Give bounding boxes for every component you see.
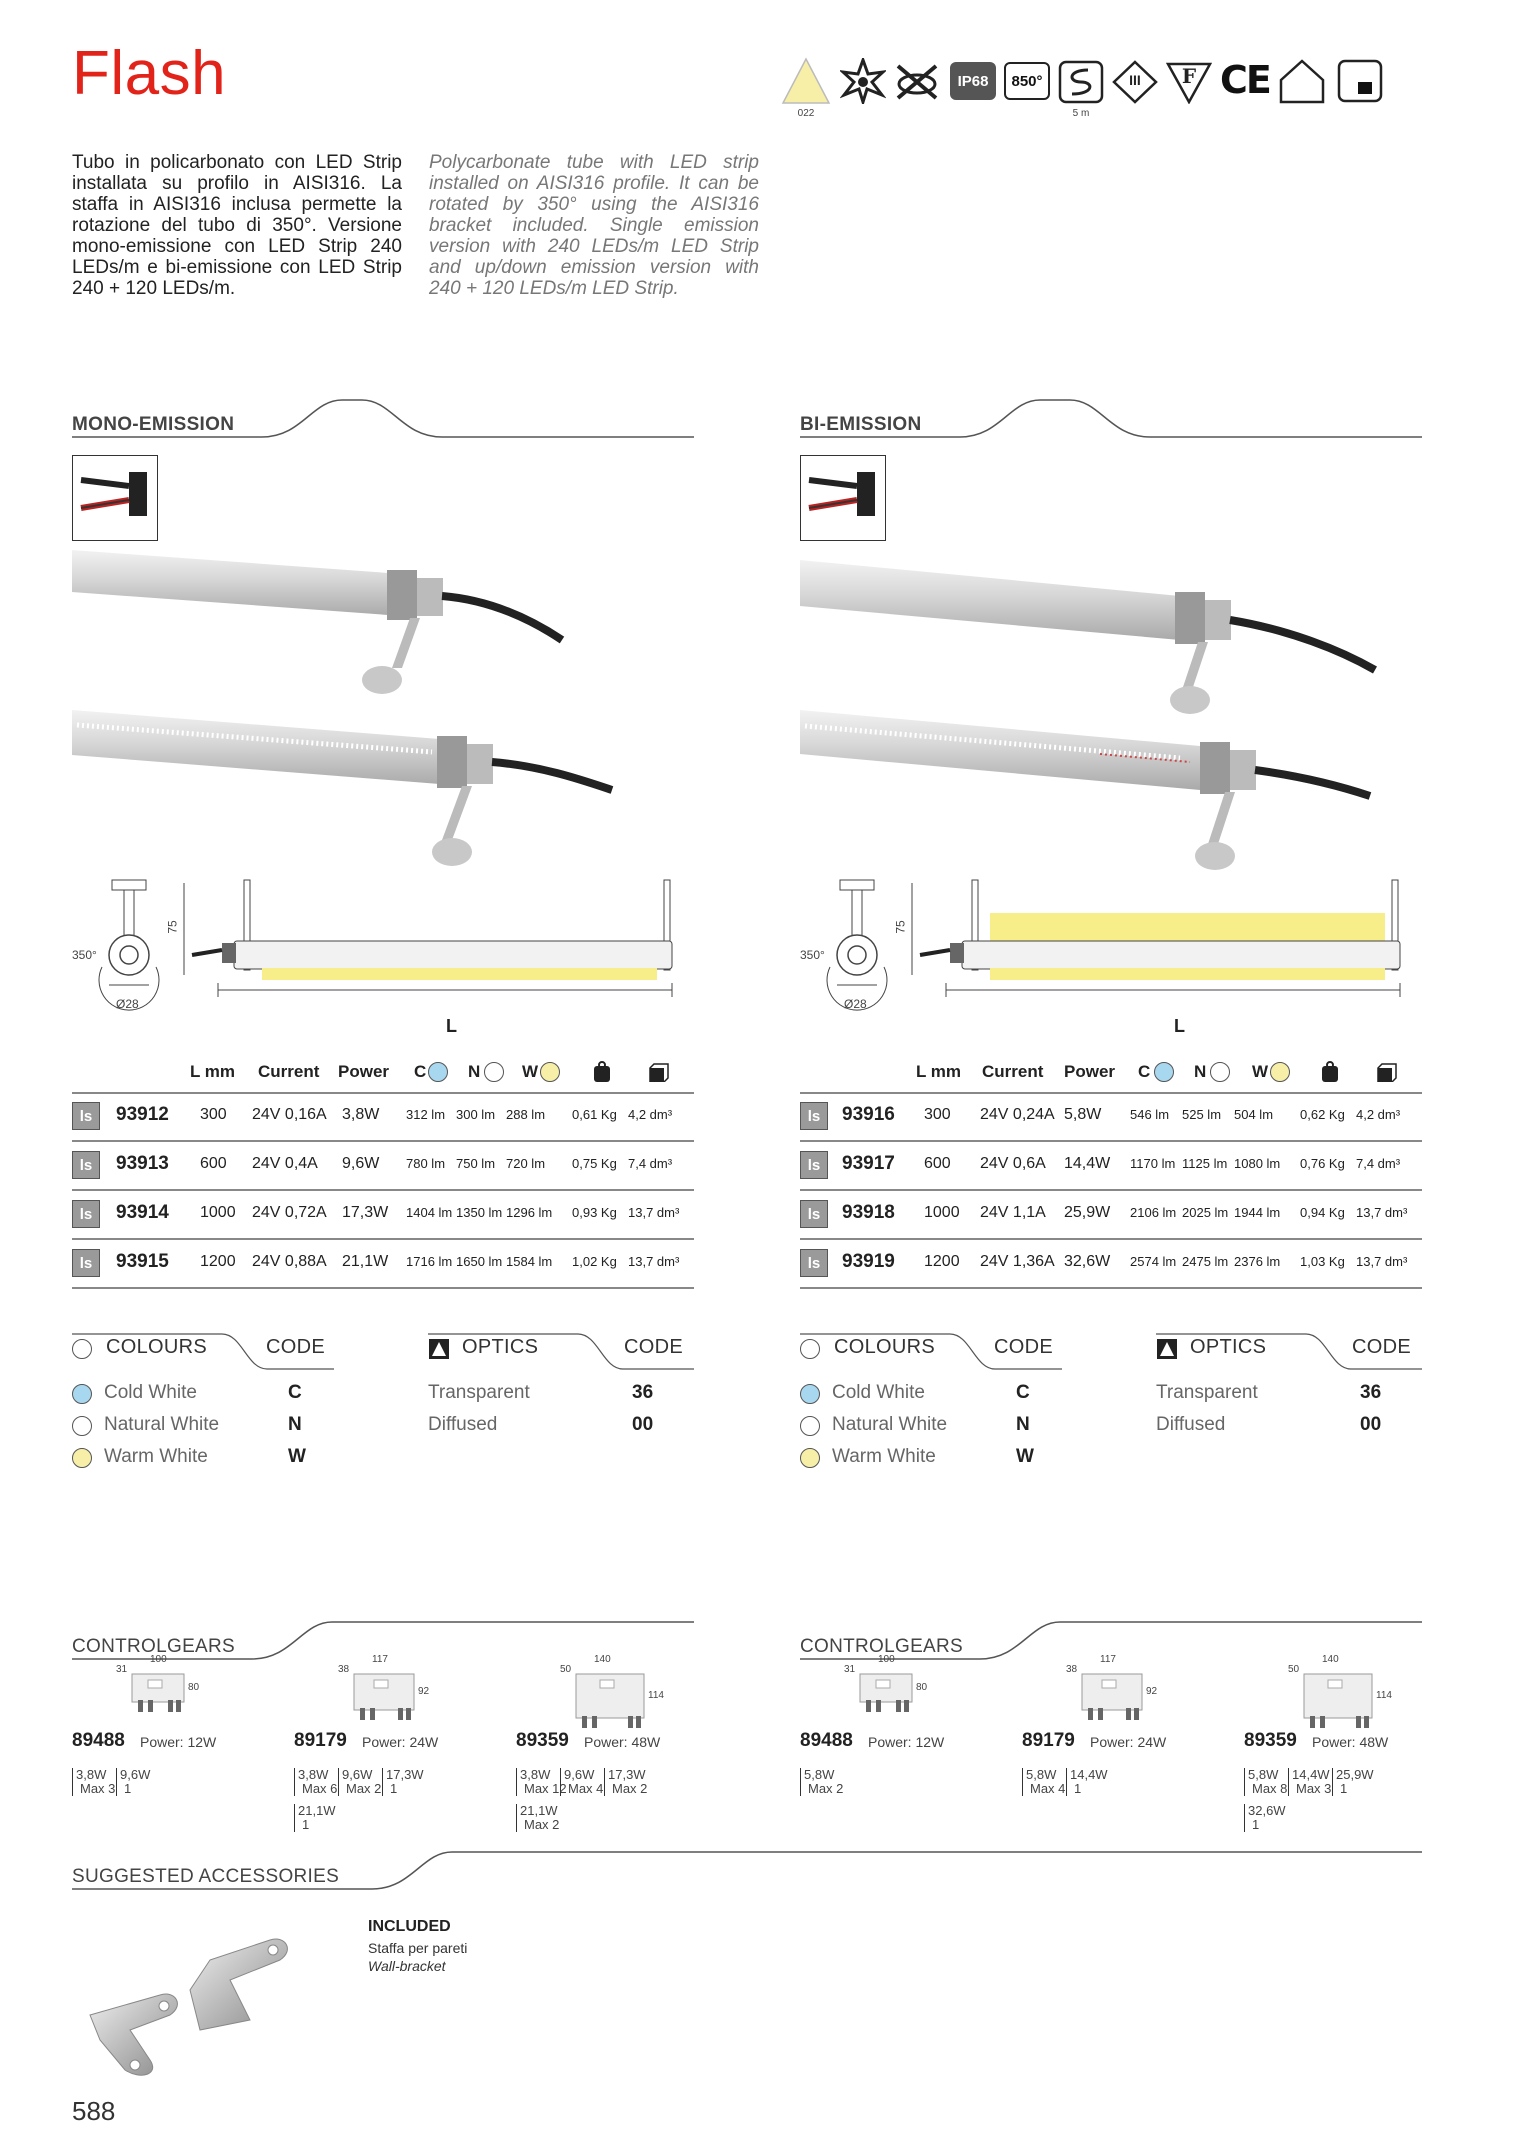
- volume-value: 13,7 dm³: [628, 1254, 680, 1269]
- controlgear-power: Power: 12W: [868, 1734, 945, 1750]
- optics-title: OPTICS: [462, 1336, 539, 1358]
- warm-white-dot: [540, 1062, 560, 1082]
- colours-header-line: [72, 1330, 334, 1370]
- controlgear-code: 89488: [800, 1730, 853, 1751]
- no-lamp-icon: [894, 60, 940, 102]
- accessories-title: SUGGESTED ACCESSORIES: [72, 1866, 340, 1887]
- compat-power: 9,6W: [120, 1767, 151, 1782]
- compat-cell: [294, 1804, 336, 1832]
- product-code: 93915: [116, 1251, 169, 1272]
- compat-cell: [1244, 1804, 1286, 1832]
- header-c: C: [1138, 1062, 1151, 1081]
- compat-qty: 1: [1340, 1781, 1348, 1796]
- bi-diameter-dim: Ø28: [844, 997, 867, 1011]
- colour-code: C: [288, 1382, 302, 1403]
- table-divider: [72, 1287, 694, 1289]
- compat-qty: Max 3: [1296, 1781, 1332, 1796]
- bi-height-dim: 75: [893, 920, 908, 934]
- colour-label: Natural White: [104, 1414, 220, 1435]
- ls-badge: ls: [800, 1151, 828, 1179]
- compat-power: 5,8W: [1248, 1767, 1279, 1782]
- mono-table: [72, 1092, 694, 1292]
- header-lmm: L mm: [916, 1062, 962, 1081]
- colour-label: Cold White: [832, 1382, 925, 1403]
- compat-power: 25,9W: [1336, 1767, 1374, 1782]
- table-row: [72, 1141, 694, 1190]
- compat-power: 21,1W: [520, 1803, 558, 1818]
- compat-cell: [604, 1768, 647, 1796]
- controlgear-height: 92: [418, 1686, 430, 1697]
- compat-cell: [800, 1768, 843, 1796]
- header-lmm: L mm: [190, 1062, 236, 1081]
- volume-value: 13,7 dm³: [1356, 1205, 1408, 1220]
- volume-value: 13,7 dm³: [628, 1205, 680, 1220]
- current-value: 24V 0,72A: [252, 1204, 327, 1221]
- lumen-cold: 780 lm: [406, 1156, 446, 1171]
- optics-code-title: CODE: [1352, 1336, 1411, 1358]
- volume-value: 13,7 dm³: [1356, 1254, 1408, 1269]
- current-value: 24V 0,24A: [980, 1106, 1055, 1123]
- compat-qty: Max 3: [80, 1781, 116, 1796]
- bi-cable-thumbnail: [800, 455, 886, 541]
- controlgear-height: 114: [1376, 1690, 1392, 1701]
- power-value: 5,8W: [1064, 1106, 1102, 1123]
- cold-white-dot: [1154, 1062, 1174, 1082]
- table-row: [72, 1239, 694, 1288]
- compat-power: 5,8W: [1026, 1767, 1057, 1782]
- colour-code: N: [288, 1414, 302, 1435]
- mono-diameter-dim: Ø28: [116, 997, 139, 1011]
- flexible-strip-icon: [1058, 60, 1104, 104]
- ls-badge: ls: [72, 1249, 100, 1277]
- optics-header-line: [1156, 1330, 1422, 1370]
- natural-white-dot: [484, 1062, 504, 1082]
- lumen-natural: 1350 lm: [456, 1205, 503, 1220]
- compat-qty: 1: [124, 1781, 132, 1796]
- colour-code: W: [1016, 1446, 1034, 1467]
- bi-controlgears-title: CONTROLGEARS: [800, 1636, 964, 1657]
- compat-power: 3,8W: [298, 1767, 329, 1782]
- ls-badge: ls: [72, 1200, 100, 1228]
- compat-qty: 1: [1252, 1817, 1260, 1832]
- power-value: 32,6W: [1064, 1253, 1111, 1270]
- compat-cell: [116, 1768, 150, 1796]
- controlgear-width: 117: [372, 1654, 388, 1665]
- header-n: N: [1194, 1062, 1207, 1081]
- header-current: Current: [258, 1062, 320, 1081]
- lumen-natural: 750 lm: [456, 1156, 496, 1171]
- colour-code: W: [288, 1446, 306, 1467]
- compat-qty: Max 2: [524, 1817, 560, 1832]
- controlgear-depth: 31: [844, 1664, 856, 1675]
- optic-label: Transparent: [1156, 1382, 1258, 1403]
- weight-value: 0,93 Kg: [572, 1205, 617, 1220]
- optic-code: 36: [632, 1382, 654, 1403]
- bi-section-title: BI-EMISSION: [800, 414, 922, 435]
- current-value: 24V 0,6A: [980, 1155, 1046, 1172]
- compat-cell: [382, 1768, 424, 1796]
- controlgear-depth: 50: [1288, 1664, 1300, 1675]
- compat-cell: [72, 1768, 115, 1796]
- colour-swatch: [72, 1416, 92, 1436]
- lumen-warm: 1944 lm: [1234, 1205, 1281, 1220]
- bi-section-line: [800, 398, 1422, 438]
- controlgear-box: [858, 1672, 916, 1716]
- controlgear-depth: 38: [338, 1664, 350, 1675]
- weight-value: 0,76 Kg: [1300, 1156, 1345, 1171]
- mono-controlgears: [72, 1654, 694, 1840]
- controlgear-depth: 31: [116, 1664, 128, 1675]
- length-mm: 300: [200, 1106, 227, 1123]
- angle-850-icon: 850°: [1004, 62, 1050, 100]
- length-label: 5 m: [1072, 108, 1090, 119]
- weight-value: 0,61 Kg: [572, 1107, 617, 1122]
- colour-code: C: [1016, 1382, 1030, 1403]
- length-mm: 600: [200, 1155, 227, 1172]
- optics-header-line: [428, 1330, 694, 1370]
- compat-cell: [560, 1768, 603, 1796]
- optic-code: 00: [632, 1414, 654, 1435]
- ls-badge: ls: [72, 1102, 100, 1130]
- controlgear-width: 117: [1100, 1654, 1116, 1665]
- controlgear-power: Power: 48W: [1312, 1734, 1389, 1750]
- lumen-cold: 2574 lm: [1130, 1254, 1177, 1269]
- compat-qty: Max 4: [568, 1781, 604, 1796]
- compat-power: 32,6W: [1248, 1803, 1286, 1818]
- mono-legend: [72, 1330, 694, 1480]
- lumen-cold: 1170 lm: [1130, 1156, 1176, 1171]
- optic-label: Transparent: [428, 1382, 530, 1403]
- compat-power: 5,8W: [804, 1767, 835, 1782]
- power-value: 17,3W: [342, 1204, 389, 1221]
- weight-value: 1,03 Kg: [1300, 1254, 1345, 1269]
- lumen-cold: 2106 lm: [1130, 1205, 1177, 1220]
- lumen-warm: 1080 lm: [1234, 1156, 1281, 1171]
- description-english: Polycarbonate tube with LED strip installed on AISI316 profile. It can be rotated by 350° using the AISI316 bracket included. Single emission version with 240 LEDs/m LED Strip and up/down emission version with 240 + 120 LEDs/m LED Strip.: [429, 152, 759, 299]
- colours-title: COLOURS: [834, 1336, 936, 1358]
- compat-qty: Max 6: [302, 1781, 338, 1796]
- bulb-triangle-icon: [780, 56, 832, 106]
- mono-table-header: [72, 1060, 694, 1088]
- controlgear-box: [1302, 1672, 1376, 1732]
- lumen-warm: 2376 lm: [1234, 1254, 1281, 1269]
- bracket-italian-label: Staffa per pareti: [368, 1940, 468, 1956]
- compat-qty: Max 4: [1030, 1781, 1066, 1796]
- compat-qty: Max 2: [346, 1781, 382, 1796]
- compat-power: 3,8W: [520, 1767, 551, 1782]
- bulb-label: 022: [797, 108, 815, 119]
- bi-table-header: [800, 1060, 1422, 1088]
- mono-angle-dim: 350°: [72, 948, 97, 962]
- optic-code: 00: [1360, 1414, 1382, 1435]
- accessories-line: [72, 1850, 1422, 1890]
- star-burst-icon: [840, 58, 886, 104]
- lumen-cold: 546 lm: [1130, 1107, 1170, 1122]
- table-row: [800, 1141, 1422, 1190]
- controlgear-width: 140: [594, 1654, 611, 1665]
- ls-badge: ls: [72, 1151, 100, 1179]
- lumen-warm: 1296 lm: [506, 1205, 553, 1220]
- length-mm: 1200: [200, 1253, 236, 1270]
- controlgear-box: [352, 1672, 418, 1724]
- bi-product-photo: [800, 540, 1420, 890]
- mono-cable-thumbnail: [72, 455, 158, 541]
- length-mm: 600: [924, 1155, 951, 1172]
- indoor-icon: [1336, 58, 1384, 104]
- compat-qty: Max 12: [524, 1781, 567, 1796]
- table-row: [72, 1092, 694, 1141]
- colour-label: Warm White: [832, 1446, 936, 1467]
- product-code: 93917: [842, 1153, 895, 1174]
- optic-label: Diffused: [428, 1414, 498, 1435]
- controlgear-depth: 38: [1066, 1664, 1078, 1675]
- volume-value: 4,2 dm³: [628, 1107, 673, 1122]
- lumen-natural: 525 lm: [1182, 1107, 1222, 1122]
- current-value: 24V 1,1A: [980, 1204, 1046, 1221]
- header-c: C: [414, 1062, 427, 1081]
- controlgear-width: 140: [1322, 1654, 1339, 1665]
- description-italian: Tubo in policarbonato con LED Strip installata su profilo in AISI316. La staffa in AISI316 inclusa permette la rotazione del tubo di 350°. Versione mono-emissione con LED Strip 240 LEDs/m e bi-emissione con LED Strip 240 + 120 LEDs/m.: [72, 152, 402, 299]
- volume-value: 7,4 dm³: [628, 1156, 673, 1171]
- product-code: 93916: [842, 1104, 895, 1125]
- lumen-natural: 2025 lm: [1182, 1205, 1229, 1220]
- colour-swatch: [72, 1448, 92, 1468]
- bi-legend: [800, 1330, 1422, 1480]
- colour-swatch: [800, 1416, 820, 1436]
- controlgear-code: 89359: [516, 1730, 569, 1751]
- header-current: Current: [982, 1062, 1044, 1081]
- bracket-english-label: Wall-bracket: [368, 1958, 446, 1974]
- compat-cell: [294, 1768, 337, 1796]
- lumen-natural: 1650 lm: [456, 1254, 503, 1269]
- colours-code-title: CODE: [994, 1336, 1053, 1358]
- product-code: 93919: [842, 1251, 895, 1272]
- table-row: [800, 1092, 1422, 1141]
- volume-icon: [648, 1062, 670, 1082]
- compat-cell: [516, 1804, 559, 1832]
- power-value: 3,8W: [342, 1106, 380, 1123]
- weight-value: 0,62 Kg: [1300, 1107, 1345, 1122]
- header-power: Power: [338, 1062, 390, 1081]
- natural-white-dot: [1210, 1062, 1230, 1082]
- optic-code: 36: [1360, 1382, 1382, 1403]
- weight-value: 0,94 Kg: [1300, 1205, 1345, 1220]
- compat-power: 9,6W: [564, 1767, 595, 1782]
- bi-table: [800, 1092, 1422, 1292]
- current-value: 24V 0,4A: [252, 1155, 318, 1172]
- weight-icon: [1320, 1060, 1340, 1084]
- wall-bracket-image: [80, 1920, 330, 2080]
- controlgear-box: [130, 1672, 188, 1716]
- length-mm: 300: [924, 1106, 951, 1123]
- colour-label: Natural White: [832, 1414, 948, 1435]
- cold-white-dot: [428, 1062, 448, 1082]
- lumen-cold: 312 lm: [406, 1107, 446, 1122]
- compat-cell: [1244, 1768, 1287, 1796]
- ce-mark-icon: CE: [1220, 58, 1270, 102]
- controlgear-width: 100: [150, 1654, 167, 1665]
- compat-qty: 1: [1074, 1781, 1082, 1796]
- ls-badge: ls: [800, 1102, 828, 1130]
- lumen-cold: 1404 lm: [406, 1205, 453, 1220]
- controlgear-power: Power: 24W: [362, 1734, 439, 1750]
- page-number: 588: [72, 2096, 116, 2126]
- product-code: 93918: [842, 1202, 895, 1223]
- current-value: 24V 0,16A: [252, 1106, 327, 1123]
- optics-title: OPTICS: [1190, 1336, 1267, 1358]
- cert-icons: [780, 56, 1420, 126]
- mono-section-title: MONO-EMISSION: [72, 414, 235, 435]
- ip68-icon: IP68: [950, 62, 996, 100]
- compat-power: 3,8W: [76, 1767, 107, 1782]
- bi-tech-drawing: [800, 875, 1420, 1035]
- controlgear-width: 100: [878, 1654, 895, 1665]
- colour-swatch: [72, 1384, 92, 1404]
- controlgear-height: 114: [648, 1690, 664, 1701]
- compat-cell: [1066, 1768, 1108, 1796]
- compat-qty: 1: [390, 1781, 398, 1796]
- controlgear-height: 92: [1146, 1686, 1158, 1697]
- colour-code: N: [1016, 1414, 1030, 1435]
- product-code: 93914: [116, 1202, 169, 1223]
- volume-icon: [1376, 1062, 1398, 1082]
- compat-cell: [1022, 1768, 1065, 1796]
- colour-label: Warm White: [104, 1446, 208, 1467]
- lumen-natural: 1125 lm: [1182, 1156, 1228, 1171]
- power-value: 14,4W: [1064, 1155, 1111, 1172]
- lumen-cold: 1716 lm: [406, 1254, 453, 1269]
- length-mm: 1000: [200, 1204, 236, 1221]
- colours-title: COLOURS: [106, 1336, 208, 1358]
- mono-section-line: [72, 398, 694, 438]
- mono-tech-drawing: [72, 875, 692, 1035]
- controlgear-power: Power: 24W: [1090, 1734, 1167, 1750]
- power-value: 9,6W: [342, 1155, 380, 1172]
- product-code: 93913: [116, 1153, 169, 1174]
- colour-label: Cold White: [104, 1382, 197, 1403]
- weight-value: 1,02 Kg: [572, 1254, 617, 1269]
- length-mm: 1200: [924, 1253, 960, 1270]
- table-row: [800, 1239, 1422, 1288]
- compat-power: 14,4W: [1292, 1767, 1330, 1782]
- f-mark-label: F: [1181, 64, 1197, 88]
- lumen-warm: 1584 lm: [506, 1254, 553, 1269]
- current-value: 24V 0,88A: [252, 1253, 327, 1270]
- mono-height-dim: 75: [165, 920, 180, 934]
- included-label: INCLUDED: [368, 1918, 451, 1935]
- colour-swatch: [800, 1448, 820, 1468]
- compat-qty: Max 8: [1252, 1781, 1288, 1796]
- length-mm: 1000: [924, 1204, 960, 1221]
- compat-qty: Max 2: [612, 1781, 648, 1796]
- compat-cell: [338, 1768, 381, 1796]
- compat-cell: [1332, 1768, 1374, 1796]
- controlgear-depth: 50: [560, 1664, 572, 1675]
- colours-header-line: [800, 1330, 1062, 1370]
- header-w: W: [1252, 1062, 1269, 1081]
- outdoor-house-icon: [1278, 58, 1326, 104]
- compat-power: 21,1W: [298, 1803, 336, 1818]
- header-n: N: [468, 1062, 481, 1081]
- bi-length-dim: L: [1174, 1016, 1185, 1036]
- power-value: 25,9W: [1064, 1204, 1111, 1221]
- controlgear-box: [574, 1672, 648, 1732]
- page-title: Flash: [72, 39, 227, 108]
- compat-cell: [1288, 1768, 1331, 1796]
- controlgear-power: Power: 12W: [140, 1734, 217, 1750]
- controlgear-power: Power: 48W: [584, 1734, 661, 1750]
- mono-product-photo: [72, 540, 692, 890]
- table-divider: [800, 1287, 1422, 1289]
- header-power: Power: [1064, 1062, 1116, 1081]
- colour-swatch: [800, 1384, 820, 1404]
- bi-controlgears: [800, 1654, 1422, 1840]
- mono-length-dim: L: [446, 1016, 457, 1036]
- compat-power: 17,3W: [386, 1767, 424, 1782]
- lumen-natural: 2475 lm: [1182, 1254, 1229, 1269]
- volume-value: 4,2 dm³: [1356, 1107, 1401, 1122]
- ls-badge: ls: [800, 1249, 828, 1277]
- optic-label: Diffused: [1156, 1414, 1226, 1435]
- controlgear-height: 80: [188, 1682, 200, 1693]
- table-row: [72, 1190, 694, 1239]
- controlgear-code: 89359: [1244, 1730, 1297, 1751]
- compat-power: 9,6W: [342, 1767, 373, 1782]
- compat-power: 17,3W: [608, 1767, 646, 1782]
- compat-qty: Max 2: [808, 1781, 844, 1796]
- warm-white-dot: [1270, 1062, 1290, 1082]
- volume-value: 7,4 dm³: [1356, 1156, 1401, 1171]
- lumen-natural: 300 lm: [456, 1107, 496, 1122]
- weight-icon: [592, 1060, 612, 1084]
- controlgear-code: 89179: [1022, 1730, 1075, 1751]
- mono-controlgears-title: CONTROLGEARS: [72, 1636, 236, 1657]
- current-value: 24V 1,36A: [980, 1253, 1055, 1270]
- colours-code-title: CODE: [266, 1336, 325, 1358]
- bi-angle-dim: 350°: [800, 948, 825, 962]
- table-row: [800, 1190, 1422, 1239]
- power-value: 21,1W: [342, 1253, 389, 1270]
- lumen-warm: 504 lm: [1234, 1107, 1274, 1122]
- ls-badge: ls: [800, 1200, 828, 1228]
- controlgear-box: [1080, 1672, 1146, 1724]
- compat-qty: 1: [302, 1817, 310, 1832]
- lumen-warm: 720 lm: [506, 1156, 546, 1171]
- lumen-warm: 288 lm: [506, 1107, 546, 1122]
- class-iii-label: III: [1129, 72, 1141, 88]
- controlgear-height: 80: [916, 1682, 928, 1693]
- header-w: W: [522, 1062, 539, 1081]
- weight-value: 0,75 Kg: [572, 1156, 617, 1171]
- product-code: 93912: [116, 1104, 169, 1125]
- controlgear-code: 89488: [72, 1730, 125, 1751]
- controlgear-code: 89179: [294, 1730, 347, 1751]
- optics-code-title: CODE: [624, 1336, 683, 1358]
- compat-power: 14,4W: [1070, 1767, 1108, 1782]
